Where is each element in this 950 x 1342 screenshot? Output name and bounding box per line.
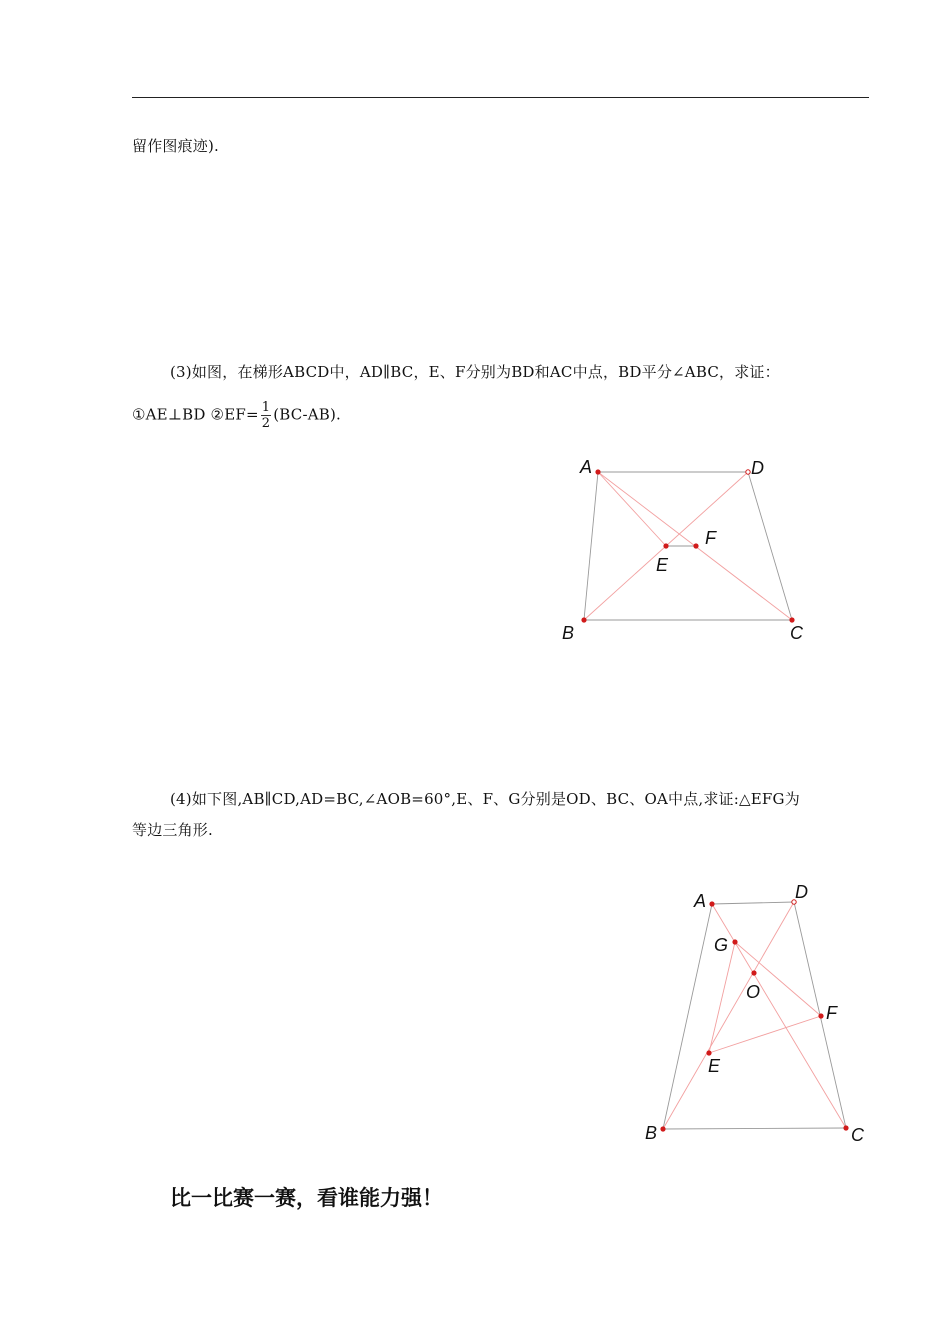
fig4-label-B: B bbox=[645, 1123, 658, 1143]
claim-text-b: (BC-AB). bbox=[273, 405, 341, 424]
claim-text-a: ①AE⊥BD ②EF= bbox=[132, 405, 259, 424]
fraction-numerator: 1 bbox=[261, 400, 271, 415]
fig4-label-O: O bbox=[746, 982, 761, 1002]
fig4-label-E: E bbox=[708, 1056, 721, 1076]
fig3-label-E: E bbox=[656, 555, 669, 575]
problem-4-statement-cont: 等边三角形. bbox=[132, 821, 213, 839]
fig4-edge-AB bbox=[663, 904, 712, 1129]
fig4-point-B bbox=[660, 1126, 665, 1131]
fig3-label-B: B bbox=[562, 623, 575, 643]
fig4-segment-EF bbox=[709, 1016, 821, 1053]
fig3-label-F: F bbox=[705, 528, 716, 548]
fig4-point-O bbox=[751, 970, 756, 975]
fig4-label-G: G bbox=[714, 935, 729, 955]
fig4-edge-BC bbox=[663, 1128, 846, 1129]
fig4-point-F bbox=[818, 1013, 823, 1018]
fig4-label-D: D bbox=[795, 882, 808, 902]
fig3-label-D: D bbox=[751, 458, 764, 478]
text-line-trace: 留作图痕迹). bbox=[132, 137, 220, 155]
fig4-segment-GF bbox=[735, 942, 821, 1016]
fig4-point-E bbox=[706, 1050, 711, 1055]
fig4-diagonal-BD bbox=[663, 902, 794, 1129]
fraction-denominator: 2 bbox=[261, 416, 271, 431]
fig3-label-C: C bbox=[790, 623, 803, 643]
fig4-segment-GE bbox=[709, 942, 735, 1053]
problem-3-statement: (3)如图，在梯形ABCD中，AD∥BC，E、F分别为BD和AC中点，BD平分∠ABC，求证： bbox=[170, 363, 780, 381]
fig4-point-C bbox=[843, 1125, 848, 1130]
section-heading: 比一比赛一赛，看谁能力强！ bbox=[170, 1186, 443, 1210]
fig4-label-F: F bbox=[826, 1003, 837, 1023]
fig4-edge-AD bbox=[712, 902, 794, 904]
fig4-point-A bbox=[709, 901, 714, 906]
fig3-label-A: A bbox=[580, 457, 593, 477]
fig4-label-C: C bbox=[851, 1125, 864, 1145]
fig4-point-G bbox=[732, 939, 737, 944]
problem-4-statement: (4)如下图,AB∥CD,AD=BC,∠AOB=60°,E、F、G分别是OD、BC、OA中点,求证:△EFG为 bbox=[170, 790, 800, 808]
fig4-label-A: A bbox=[694, 891, 707, 911]
